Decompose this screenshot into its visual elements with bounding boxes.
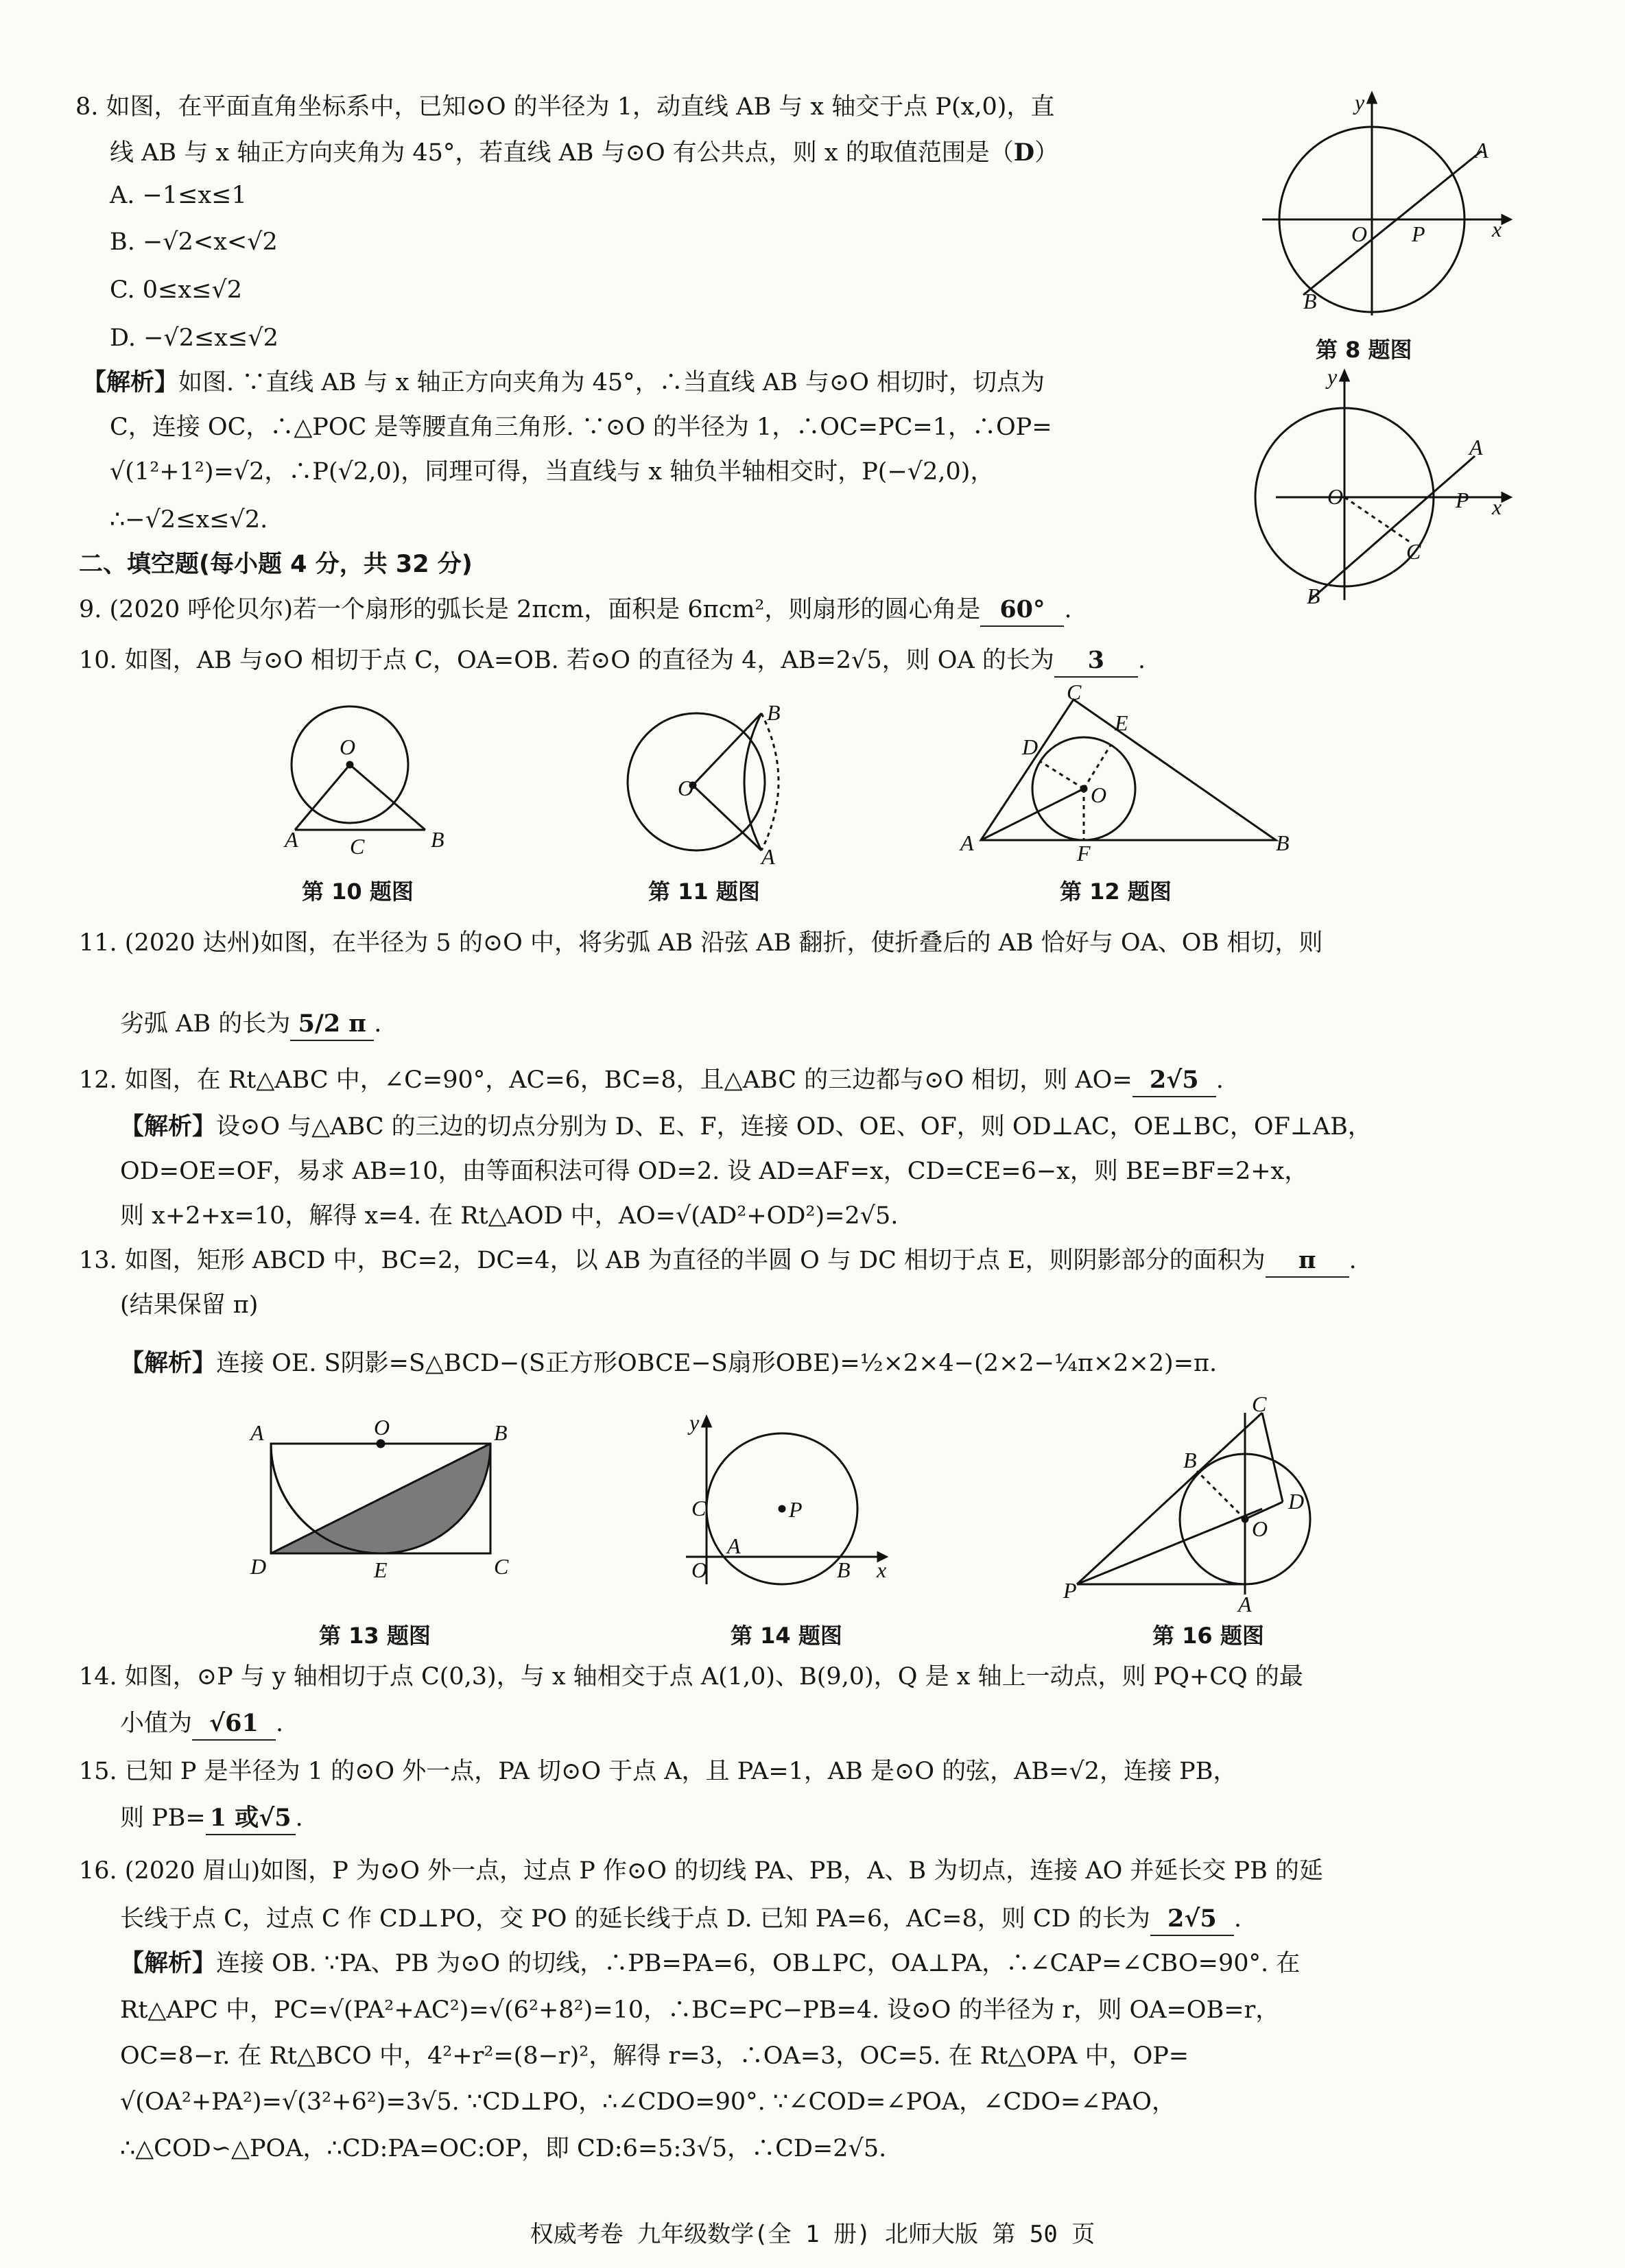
fig-11 — [617, 700, 796, 869]
svg-text:C: C — [494, 1554, 509, 1579]
segment-ob — [350, 765, 425, 830]
svg-text:B: B — [431, 827, 444, 852]
q11-line1: 11. (2020 达州)如图，在半径为 5 的⊙O 中，将劣弧 AB 沿弦 AB 翻折，使折叠后的 AB 恰好与 OA、OB 相切，则 — [79, 929, 1323, 957]
fig-13-caption: 第 13 题图 — [319, 1623, 431, 1649]
svg-text:O: O — [340, 735, 356, 759]
q8-option-d: D. −√2≤x≤√2 — [110, 324, 278, 352]
q8-answer: D — [1013, 139, 1035, 167]
svg-text:O: O — [678, 776, 694, 800]
svg-text:B: B — [1183, 1448, 1197, 1472]
fig-16-caption: 第 16 题图 — [1152, 1623, 1264, 1649]
fig-10-caption: 第 10 题图 — [302, 879, 414, 905]
q14-answer: √61 — [192, 1708, 276, 1741]
svg-text:O: O — [1327, 484, 1344, 509]
segment-oc — [1344, 497, 1410, 542]
segment-ob — [1197, 1471, 1245, 1519]
center-o — [1242, 1516, 1248, 1522]
segment-oa — [295, 765, 350, 830]
svg-text:P: P — [1412, 222, 1425, 246]
x-axis-arrow — [1502, 493, 1510, 501]
line-ab — [1303, 151, 1482, 295]
center-p — [779, 1506, 785, 1512]
q8-option-c: C. 0≤x≤√2 — [110, 276, 243, 304]
q16-answer: 2√5 — [1150, 1903, 1234, 1936]
center-o — [377, 1440, 384, 1447]
svg-text:D: D — [1022, 735, 1039, 759]
fig-14-caption: 第 14 题图 — [731, 1623, 842, 1649]
q15-answer: 1 或√5 — [206, 1802, 296, 1835]
svg-text:C: C — [1252, 1392, 1267, 1416]
q12-answer: 2√5 — [1132, 1064, 1216, 1097]
svg-text:O: O — [691, 1557, 708, 1582]
svg-text:O: O — [1252, 1516, 1268, 1541]
svg-text:D: D — [1288, 1489, 1305, 1514]
svg-text:A: A — [1469, 435, 1483, 459]
q9-answer: 60° — [980, 594, 1064, 627]
q9: 9. (2020 呼伦贝尔)若一个扇形的弧长是 2πcm，面积是 6πcm²，则扇形的圆心角是 60° . — [79, 594, 1072, 627]
svg-text:A: A — [1238, 1592, 1252, 1616]
svg-text:C: C — [350, 834, 365, 859]
q16-line1: 16. (2020 眉山)如图，P 为⊙O 外一点，过点 P 作⊙O 的切线 PA、PB，A、B 为切点，连接 AO 并延长交 PB 的延 — [79, 1857, 1323, 1885]
q16-line2: 长线于点 C，过点 C 作 CD⊥PO，交 PO 的延长线于点 D. 已知 PA=6，AC=8，则 CD 的长为 2√5 . — [120, 1903, 1242, 1936]
q8-solution-line1: 【解析】如图. ∵直线 AB 与 x 轴正方向夹角为 45°，∴当直线 AB 与⊙O 相切时，切点为 — [82, 368, 1045, 396]
svg-text:x: x — [877, 1557, 887, 1582]
fig-13 — [247, 1415, 521, 1584]
y-axis-arrow — [702, 1417, 711, 1427]
svg-text:B: B — [1276, 831, 1290, 855]
svg-text:x: x — [1492, 217, 1502, 241]
svg-text:A: A — [285, 827, 298, 852]
q12-solution-line3: 则 x+2+x=10，解得 x=4. 在 Rt△AOD 中，AO=√(AD²+OD²)=2√5. — [120, 1202, 899, 1230]
svg-text:O: O — [374, 1415, 390, 1440]
q8-solution-line4: ∴−√2≤x≤√2. — [110, 506, 268, 534]
q12-line1: 12. 如图，在 Rt△ABC 中，∠C=90°，AC=6，BC=8，且△ABC 的三边都与⊙O 相切，则 AO= 2√5 . — [79, 1064, 1224, 1097]
svg-text:F: F — [1077, 841, 1091, 866]
segment-oa — [693, 785, 761, 850]
svg-text:P: P — [789, 1497, 803, 1522]
q11-line2: 劣弧 AB 的长为 5/2 π . — [120, 1008, 381, 1041]
q16-solution-line1: 【解析】连接 OB. ∵PA、PB 为⊙O 的切线，∴PB=PA=6，OB⊥PC，OA⊥PA，∴∠CAP=∠CBO=90°. 在 — [120, 1949, 1301, 1977]
svg-text:E: E — [374, 1557, 388, 1582]
q16-solution-line5: ∴△COD∽△POA，∴CD:PA=OC:OP，即 CD:6=5:3√5，∴CD=2√5. — [120, 2135, 887, 2162]
svg-text:C: C — [1067, 680, 1082, 704]
fig-16 — [1056, 1392, 1358, 1619]
fig-12-caption: 第 12 题图 — [1060, 879, 1172, 905]
q15-line2: 则 PB= 1 或√5 . — [120, 1802, 303, 1835]
svg-text:x: x — [1492, 494, 1502, 519]
svg-text:B: B — [837, 1557, 851, 1582]
svg-text:B: B — [1303, 289, 1317, 313]
q14-line2: 小值为 √61 . — [120, 1708, 283, 1741]
svg-text:y: y — [689, 1410, 700, 1435]
line-po — [1077, 1509, 1262, 1584]
folded-arc — [744, 713, 761, 850]
section-2-heading: 二、填空题(每小题 4 分，共 32 分) — [79, 551, 473, 578]
q8-line2: 线 AB 与 x 轴正方向夹角为 45°，若直线 AB 与⊙O 有公共点，则 x 的取值范围是（D） — [110, 139, 1059, 167]
svg-text:C: C — [691, 1496, 707, 1520]
q8-option-b: B. −√2<x<√2 — [110, 228, 278, 256]
q13-line1: 13. 如图，矩形 ABCD 中，BC=2，DC=4，以 AB 为直径的半圆 O 与 DC 相切于点 E，则阴影部分的面积为 π . — [79, 1245, 1357, 1278]
q13-answer: π — [1266, 1245, 1349, 1278]
line-ab — [1310, 456, 1475, 600]
svg-text:C: C — [1406, 539, 1421, 564]
q13-solution: 【解析】连接 OE. S阴影=S△BCD−(S正方形OBCE−S扇形OBE)=½×2×4−(2×2−¼π×2×2)=π. — [120, 1349, 1218, 1377]
fig-12 — [953, 680, 1296, 871]
q8-solution-line3: √(1²+1²)=√2，∴P(√2,0)，同理可得，当直线与 x 轴负半轴相交时，P(−√2,0)， — [110, 458, 995, 486]
svg-text:y: y — [1327, 364, 1338, 389]
segment-od — [1040, 761, 1084, 789]
q15-line1: 15. 已知 P 是半径为 1 的⊙O 外一点，PA 切⊙O 于点 A，且 PA=1，AB 是⊙O 的弦，AB=√2，连接 PB， — [79, 1758, 1237, 1785]
q10: 10. 如图，AB 与⊙O 相切于点 C，OA=OB. 若⊙O 的直径为 4，AB=2√5，则 OA 的长为 3 . — [79, 645, 1146, 678]
line-pc — [1077, 1413, 1262, 1584]
q11-answer: 5/2 π — [290, 1008, 374, 1041]
q12-solution-line2: OD=OE=OF，易求 AB=10，由等面积法可得 OD=2. 设 AD=AF=x，CD=CE=6−x，则 BE=BF=2+x， — [120, 1158, 1309, 1185]
fig-11-caption: 第 11 题图 — [648, 879, 760, 905]
q8-solution-figure — [1269, 364, 1516, 614]
fig-14 — [679, 1406, 899, 1598]
q12-solution-line1: 【解析】设⊙O 与△ABC 的三边的切点分别为 D、E、F，连接 OD、OE、OF，则 OD⊥AC，OE⊥BC，OF⊥AB， — [120, 1112, 1372, 1141]
y-axis-arrow — [1340, 371, 1349, 381]
q16-solution-line2: Rt△APC 中，PC=√(PA²+AC²)=√(6²+8²)=10，∴BC=PC−PB=4. 设⊙O 的半径为 r，则 OA=OB=r， — [120, 1996, 1280, 2024]
svg-text:E: E — [1115, 711, 1128, 735]
svg-text:B: B — [1307, 584, 1320, 608]
q8-fig-caption: 第 8 题图 — [1316, 337, 1412, 363]
segment-ob — [693, 713, 761, 785]
x-axis-arrow — [1502, 215, 1510, 224]
svg-text:A: A — [761, 844, 775, 869]
svg-text:P: P — [1063, 1578, 1077, 1603]
svg-text:O: O — [1091, 783, 1107, 807]
svg-text:A: A — [960, 831, 974, 855]
svg-text:y: y — [1355, 90, 1365, 115]
q8-option-a: A. −1≤x≤1 — [110, 182, 247, 209]
center-o — [347, 762, 353, 767]
q14-line1: 14. 如图，⊙P 与 y 轴相切于点 C(0,3)，与 x 轴相交于点 A(1,0)、B(9,0)，Q 是 x 轴上一动点，则 PQ+CQ 的最 — [79, 1663, 1303, 1691]
svg-text:B: B — [494, 1420, 508, 1445]
center-o — [1081, 786, 1087, 791]
page-footer: 权威考卷 九年级数学(全 1 册) 北师大版 第 50 页 — [530, 2221, 1095, 2248]
q10-answer: 3 — [1054, 645, 1138, 678]
fig-10 — [274, 706, 453, 857]
q13-line2: (结果保留 π) — [120, 1291, 259, 1319]
q8-solution-line2: C，连接 OC，∴△POC 是等腰直角三角形. ∵⊙O 的半径为 1，∴OC=PC=1，∴OP= — [110, 414, 1052, 441]
q16-solution-line3: OC=8−r. 在 Rt△BCO 中，4²+r²=(8−r)²，解得 r=3，∴OA=3，OC=5. 在 Rt△OPA 中，OP= — [120, 2042, 1189, 2070]
svg-text:O: O — [1351, 222, 1368, 246]
svg-text:A: A — [727, 1533, 741, 1558]
q16-solution-line4: √(OA²+PA²)=√(3²+6²)=3√5. ∵CD⊥PO，∴∠CDO=90°. ∵∠COD=∠POA，∠CDO=∠PAO， — [120, 2088, 1176, 2116]
svg-text:P: P — [1456, 488, 1469, 512]
q8-figure — [1255, 89, 1516, 322]
svg-text:A: A — [1475, 138, 1488, 163]
svg-text:D: D — [250, 1554, 267, 1579]
svg-text:B: B — [767, 700, 781, 725]
svg-text:A: A — [250, 1420, 264, 1445]
q8-line1: 8. 如图，在平面直角坐标系中，已知⊙O 的半径为 1，动直线 AB 与 x 轴交于点 P(x,0)，直 — [75, 93, 1055, 121]
y-axis-arrow — [1368, 93, 1376, 103]
